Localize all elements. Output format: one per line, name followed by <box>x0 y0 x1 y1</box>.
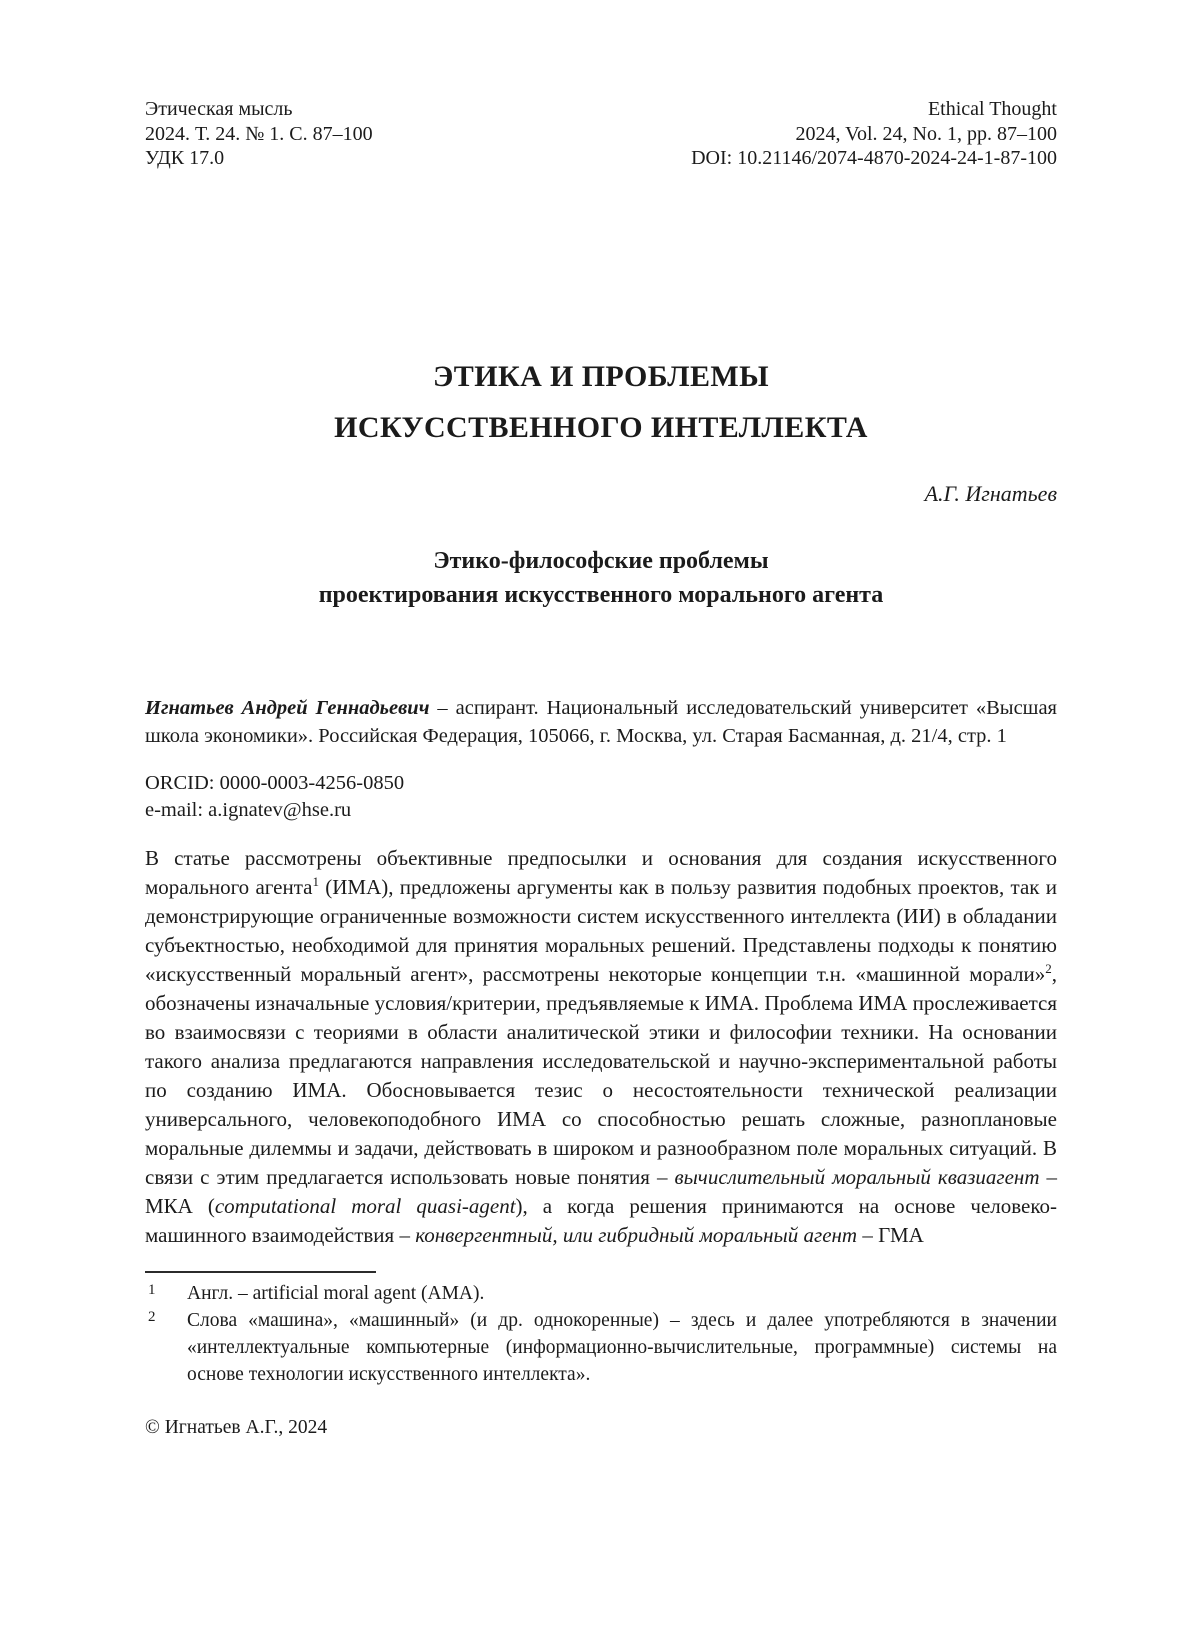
author-name: А.Г. Игнатьев <box>924 480 1057 506</box>
footnote-1-marker: 1 <box>148 1282 156 1298</box>
article-title <box>145 544 1057 612</box>
contact-block <box>145 770 1057 824</box>
footnote-2 <box>145 1307 1057 1388</box>
doi-line: DOI: 10.21146/2074-4870-2024-24-1-87-100 <box>691 147 1057 169</box>
abstract-term-2: computational moral quasi-agent <box>214 1194 516 1218</box>
abstract-paragraph <box>145 844 1057 1250</box>
section-title-line2: ИСКУССТВЕННОГО ИНТЕЛЛЕКТА <box>334 410 868 444</box>
article-title-line2: проектирования искусственного морального агента <box>318 581 884 608</box>
affiliation-details: – аспирант. Национальный исследовательский университет «Высшая школа экономики». Российская Федерация, 105066, г. Москва, ул. Старая Басманная, д. 21/4, стр. 1 <box>145 696 1057 747</box>
footnote-1-text: Англ. – artificial moral agent (AMA). <box>187 1283 485 1304</box>
orcid-line: ORCID: 0000-0003-4256-0850 <box>145 772 405 794</box>
email-line: e-mail: a.ignatev@hse.ru <box>145 799 352 821</box>
volume-info-en: 2024, Vol. 24, No. 1, pp. 87–100 <box>795 122 1057 145</box>
footnote-2-marker: 2 <box>148 1309 156 1325</box>
abstract-text-1: В статье рассмотрены объективные предпосылки и основания для создания искусственного морального агента <box>145 846 1057 899</box>
affiliation-block <box>145 694 1057 750</box>
affiliation-author-name: Игнатьев Андрей Геннадьевич <box>145 696 430 719</box>
footnote-1 <box>145 1280 1057 1307</box>
udk-code: УДК 17.0 <box>145 147 225 169</box>
footnotes-section <box>145 1280 1057 1388</box>
footnote-divider <box>145 1271 376 1273</box>
abstract-text-4: – МКА ( <box>145 1165 1058 1218</box>
section-title-line1: ЭТИКА И ПРОБЛЕМЫ <box>433 359 769 393</box>
abstract-text-5: ), а когда решения принимаются на основе человеко-машинного взаимодействия – <box>145 1194 1057 1247</box>
journal-header-right <box>691 97 1057 171</box>
abstract-text-6: – ГМА <box>857 1223 924 1247</box>
footnote-2-text: Слова «машина», «машинный» (и др. однокоренные) – здесь и далее употребляются в значении «интеллектуальные компьютерные (информационно-вычислительные, программные) системы на основе технологии искусственного интеллекта». <box>187 1310 1057 1385</box>
journal-header <box>145 97 1057 171</box>
abstract-term-1: вычислительный моральный квазиагент <box>674 1165 1040 1189</box>
abstract-text-3: , обозначены изначальные условия/критерии, предъявляемые к ИМА. Проблема ИМА прослеживается во взаимосвязи с теориями в области аналитической этики и философии техники. На основании такого анализа предлагаются направления исследовательской и научно-экспериментальной работы по созданию ИМА. Обосновывается тезис о несостоятельности технической реализации универсального, человекоподобного ИМА со способностью решать сложные, разноплановые моральные дилеммы и задачи, действовать в широком и разнообразном поле моральных ситуаций. В связи с этим предлагается использовать новые понятия – <box>145 962 1057 1189</box>
journal-title-en: Ethical Thought <box>927 98 1057 120</box>
journal-title-ru: Этическая мысль <box>145 98 293 120</box>
footnote-ref-2: 2 <box>1045 961 1052 976</box>
abstract-term-3: конвергентный, или гибридный моральный агент <box>415 1223 858 1247</box>
volume-info-ru: 2024. Т. 24. № 1. С. 87–100 <box>145 122 373 145</box>
abstract-text-2: (ИМА), предложены аргументы как в пользу развития подобных проектов, так и демонстрирующие ограниченные возможности систем искусственного интеллекта (ИИ) в обладании субъектностью, необходимой для принятия моральных решений. Представлены подходы к понятию «искусственный моральный агент», рассмотрены некоторые концепции т.н. «машинной морали» <box>145 875 1057 986</box>
copyright-line: © Игнатьев А.Г., 2024 <box>145 1417 328 1438</box>
footnote-ref-1: 1 <box>312 874 319 889</box>
journal-header-left <box>145 97 373 171</box>
article-title-line1: Этико-философские проблемы <box>433 547 769 574</box>
section-title <box>145 351 1057 453</box>
